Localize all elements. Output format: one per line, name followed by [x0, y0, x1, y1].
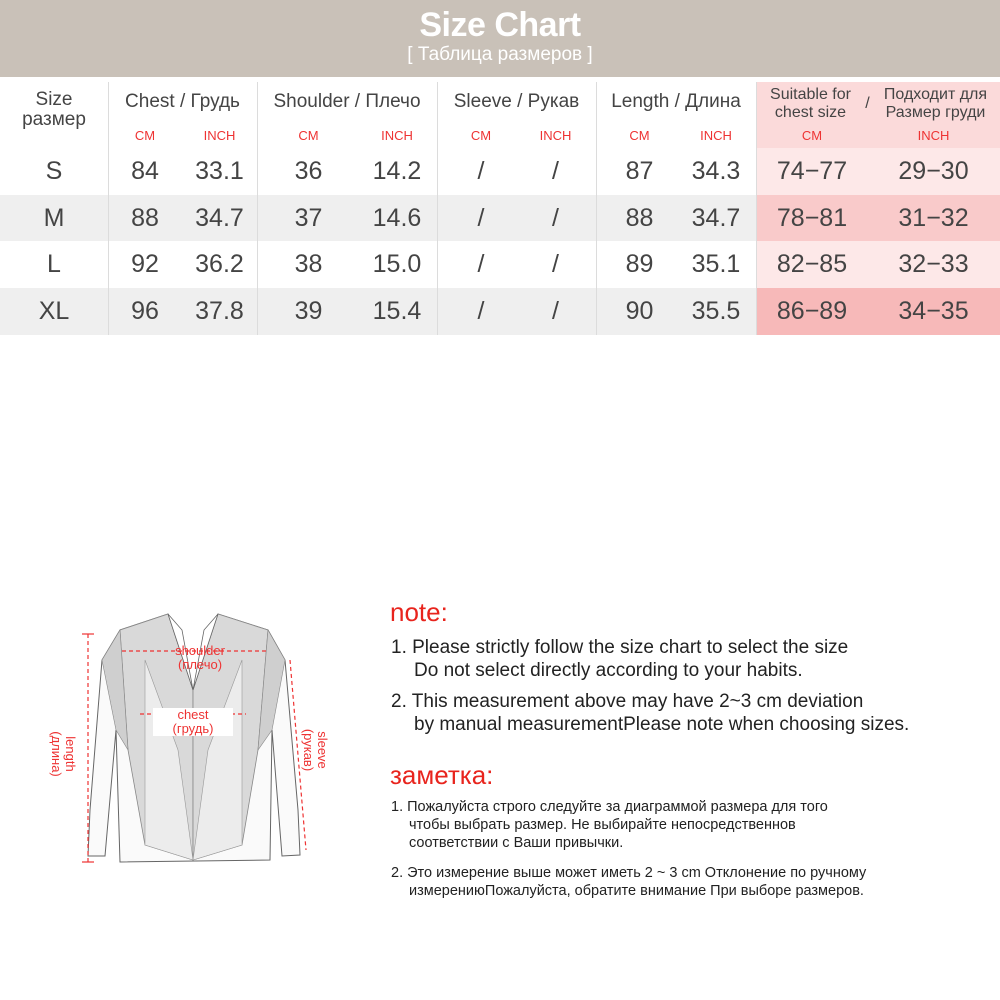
note-item-1	[391, 636, 848, 682]
unit-cm: CM	[134, 127, 156, 143]
size-header	[0, 88, 108, 132]
note-item-1-line-1: 1. Please strictly follow the size chart to select the size	[391, 637, 849, 658]
shoulder-header: Shoulder / Плечо	[273, 91, 421, 112]
table-cell: /	[477, 249, 485, 278]
table-cell: 88	[131, 203, 159, 232]
table-cell: 86−89	[776, 296, 848, 325]
chest-label	[153, 708, 233, 736]
table-cell: 37.8	[195, 296, 244, 325]
note-heading: note:	[390, 597, 448, 627]
note-ru-item-1-line-1: 1. Пожалуйста строго следуйте за диаграммой размера для того	[391, 799, 828, 815]
note-heading-ru: заметка:	[390, 760, 494, 790]
length-header: Length / Длина	[611, 91, 741, 112]
table-cell: 87	[625, 156, 654, 185]
table-cell: 35.5	[691, 296, 741, 325]
note-ru-item-1-line-3: соответствии с Ваши привычки.	[409, 835, 624, 851]
note-item-2-line-2: by manual measurementPlease note when choosing sizes.	[414, 714, 910, 735]
length-label	[49, 719, 77, 789]
table-cell: /	[477, 156, 485, 185]
table-cell: 36	[294, 156, 323, 185]
note-ru-item-1-line-2: чтобы выбрать размер. Не выбирайте непосредственнов	[409, 817, 796, 833]
table-cell: 89	[625, 249, 654, 278]
unit-inch: INCH	[917, 127, 950, 143]
table-cell: 74−77	[776, 156, 848, 185]
table-cell: 15.0	[372, 249, 422, 278]
size-cell: S	[45, 156, 63, 185]
unit-cm: CM	[298, 127, 319, 143]
note-ru-item-1	[391, 798, 828, 852]
size-cell: L	[47, 249, 61, 278]
table-cell: 29−30	[898, 156, 969, 185]
note-ru-item-2-line-2: измерениюПожалуйста, обратите внимание При выборе размеров.	[409, 883, 864, 899]
size-header-en: Size	[35, 89, 73, 110]
suitable-header-en: Suitable for chest size	[770, 86, 851, 121]
table-cell: 88	[625, 203, 654, 232]
suitable-header	[757, 84, 1000, 124]
note-ru-item-2	[391, 864, 866, 900]
table-cell: 34.3	[691, 156, 741, 185]
table-cell: 39	[294, 296, 323, 325]
suitable-header-ru: Подходит для Размер груди	[883, 86, 988, 121]
unit-inch: INCH	[203, 127, 236, 143]
table-cell: 15.4	[372, 296, 422, 325]
unit-cm: CM	[629, 127, 650, 143]
size-cell: M	[43, 203, 65, 232]
shoulder-label	[160, 644, 240, 672]
sleeve-label-en: sleeve	[315, 731, 330, 769]
garment-diagram	[50, 600, 350, 900]
table-cell: /	[552, 203, 559, 232]
note-item-2-line-1: 2. This measurement above may have 2~3 cm deviation	[391, 691, 864, 712]
table-cell: /	[552, 296, 559, 325]
size-cell: XL	[38, 296, 70, 325]
table-cell: 14.2	[372, 156, 422, 185]
note-item-1-line-2: Do not select directly according to your habits.	[414, 660, 803, 681]
table-cell: 31−32	[898, 203, 969, 232]
sleeve-label-ru: (рукав)	[301, 728, 316, 772]
chest-label-en: chest	[177, 707, 209, 722]
table-cell: 34.7	[195, 203, 244, 232]
table-cell: 33.1	[195, 156, 244, 185]
table-cell: 92	[131, 249, 159, 278]
table-cell: /	[477, 203, 485, 232]
page-header	[0, 0, 1000, 77]
table-cell: /	[477, 296, 485, 325]
page-subtitle: [ Таблица размеров ]	[407, 44, 593, 65]
table-cell: /	[552, 156, 559, 185]
suitable-header-sep: /	[865, 95, 870, 112]
table-cell: 36.2	[195, 249, 244, 278]
table-cell: 32−33	[898, 249, 969, 278]
chest-label-ru: (грудь)	[172, 721, 214, 736]
table-cell: 14.6	[372, 203, 422, 232]
shoulder-label-ru: (плечо)	[177, 657, 223, 672]
table-cell: 84	[131, 156, 159, 185]
table-cell: 96	[131, 296, 159, 325]
table-cell: 34−35	[898, 296, 969, 325]
length-label-en: length	[63, 736, 78, 772]
chest-header: Chest / Грудь	[125, 91, 240, 112]
page-title: Size Chart	[419, 6, 581, 44]
unit-inch: INCH	[381, 127, 413, 143]
table-cell: 82−85	[776, 249, 848, 278]
table-cell: 34.7	[691, 203, 741, 232]
note-item-2	[391, 690, 909, 736]
shoulder-label-en: shoulder	[175, 643, 225, 658]
table-cell: /	[552, 249, 559, 278]
table-cell: 35.1	[691, 249, 741, 278]
size-header-ru: размер	[22, 109, 86, 130]
unit-inch: INCH	[700, 127, 732, 143]
table-cell: 38	[294, 249, 323, 278]
unit-cm: CM	[801, 127, 823, 143]
sleeve-label	[301, 715, 329, 785]
table-cell: 78−81	[776, 203, 848, 232]
note-ru-item-2-line-1: 2. Это измерение выше может иметь 2 ~ 3 cm Отклонение по ручному	[391, 865, 867, 881]
sleeve-header: Sleeve / Рукав	[453, 91, 580, 112]
table-cell: 37	[294, 203, 323, 232]
unit-cm: CM	[470, 127, 492, 143]
length-label-ru: (длина)	[49, 731, 64, 777]
unit-inch: INCH	[539, 127, 572, 143]
table-cell: 90	[625, 296, 654, 325]
